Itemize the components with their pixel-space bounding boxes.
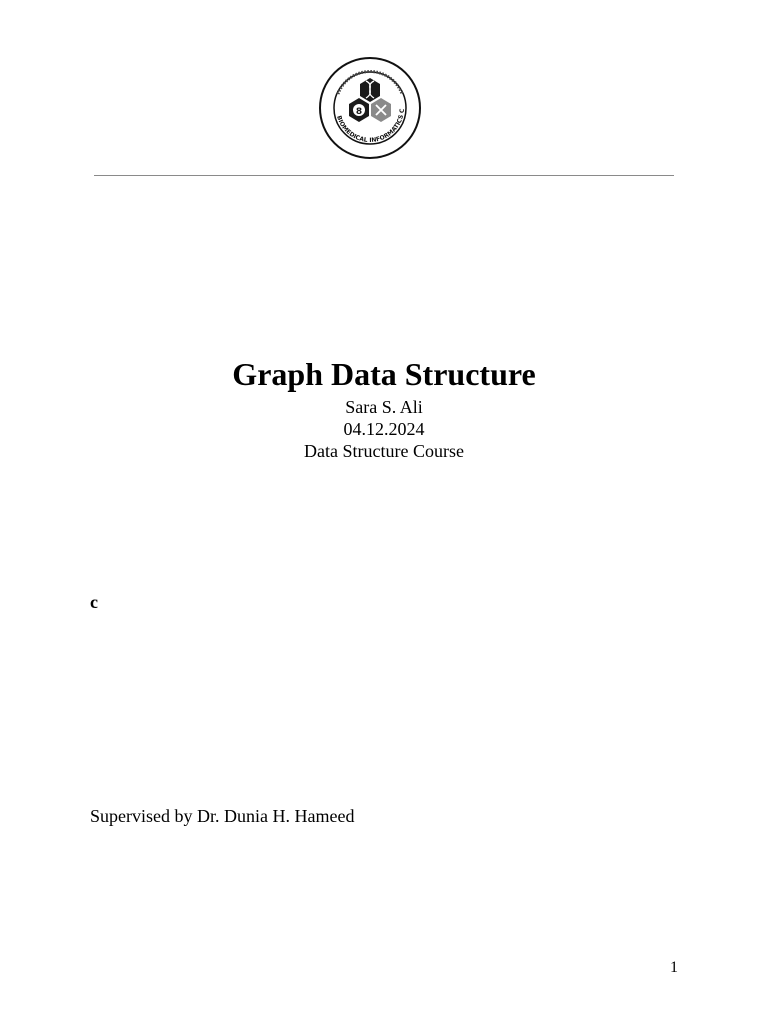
header-divider <box>94 175 674 176</box>
supervisor-line: Supervised by Dr. Dunia H. Hameed <box>90 806 355 826</box>
college-logo <box>318 56 422 160</box>
college-seal-icon <box>318 56 422 160</box>
document-title: Graph Data Structure <box>232 356 536 392</box>
document-date: 04.12.2024 <box>343 419 425 439</box>
course-name: Data Structure Course <box>304 441 464 461</box>
page-number: 1 <box>670 959 678 976</box>
stray-character: c <box>90 592 98 612</box>
author-name: Sara S. Ali <box>345 397 423 417</box>
title-block <box>0 352 768 462</box>
seal-ring-text: BIOMEDICAL INFORMATICS C <box>335 108 407 145</box>
svg-text:8: 8 <box>355 107 363 117</box>
